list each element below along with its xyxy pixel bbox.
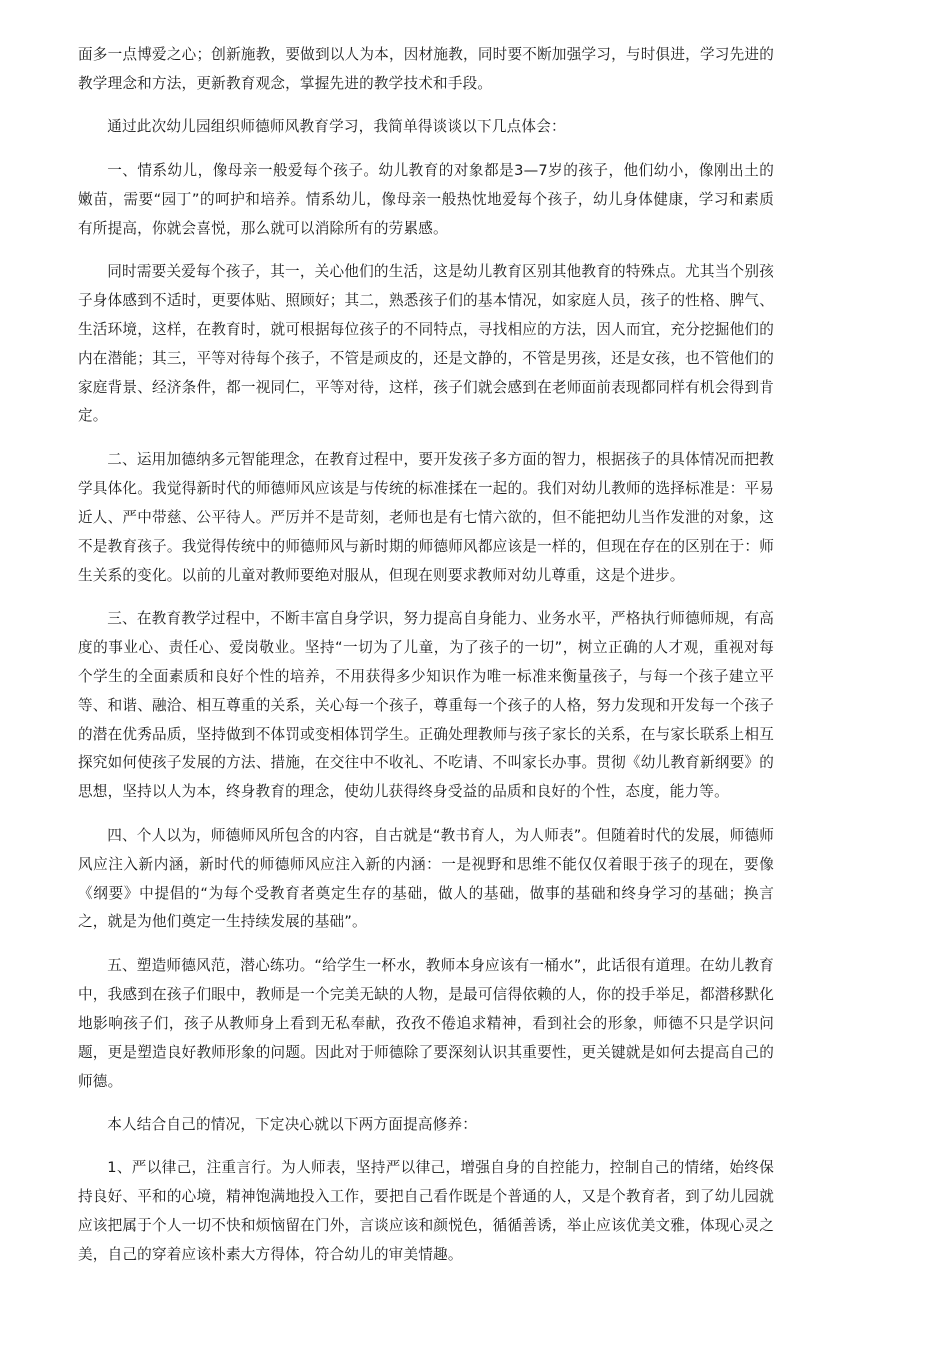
paragraph-intro: 通过此次幼儿园组织师德师风教育学习，我简单得谈谈以下几点体会： [107, 118, 566, 136]
paragraph-point-2: 二、运用加德纳多元智能理念，在教育过程中，要开发孩子多方面的智力，根据孩子的具体情况而把教学具体化。我觉得新时代的师德师风应该是与传统的标准揉在一起的。我们对幼儿教师的选择标准是：平易近人、严中带慈、公平待人。严厉并不是苛刻，老师也是有七情六欲的，但不能把幼儿当作发泄的对象，这不是教育孩子。我觉得传统中的师德师风与新时期的师德师风都应该是一样的，但现在存在的区别在于：师生关系的变化。以前的儿童对教师要绝对服从，但现在则要求教师对幼儿尊重，这是个进步。 [78, 450, 774, 584]
paragraph-item-1: 1、严以律己，注重言行。为人师表，坚持严以律己，增强自身的自控能力，控制自己的情绪，始终保持良好、平和的心境，精神饱满地投入工作，要把自己看作既是个普通的人，又是个教育者，到了幼儿园就应该把属于个人一切不快和烦恼留在门外，言谈应该和颜悦色，循循善诱，举止应该优美文雅，体现心灵之美，自己的穿着应该朴素大方得体，符合幼儿的审美情趣。 [78, 1159, 774, 1264]
paragraph-point-3: 三、在教育教学过程中，不断丰富自身学识，努力提高自身能力、业务水平，严格执行师德师规，有高度的事业心、责任心、爱岗敬业。坚持“一切为了儿童，为了孩子的一切”，树立正确的人才观，重视对每个学生的全面素质和良好个性的培养，不用获得多少知识作为唯一标准来衡量孩子，与每一个孩子建立平等、和谐、融洽、相互尊重的关系，关心每一个孩子，尊重每一个孩子的人格，努力发现和开发每一个孩子的潜在优秀品质，坚持做到不体罚或变相体罚学生。正确处理教师与孩子家长的关系，在与家长联系上相互探究如何使孩子发展的方法、措施，在交往中不收礼、不吃请、不叫家长办事。贯彻《幼儿教育新纲要》的思想，坚持以人为本，终身教育的理念，使幼儿获得终身受益的品质和良好的个性，态度，能力等。 [78, 609, 774, 801]
paragraph-care: 同时需要关爱每个孩子，其一，关心他们的生活，这是幼儿教育区别其他教育的特殊点。尤其当个别孩子身体感到不适时，更要体贴、照顾好；其二，熟悉孩子们的基本情况，如家庭人员，孩子的性格、脾气、生活环境，这样，在教育时，就可根据每位孩子的不同特点，寻找相应的方法，因人而宜，充分挖掘他们的内在潜能；其三，平等对待每个孩子，不管是顽皮的，还是文静的，不管是男孩，还是女孩，也不管他们的家庭背景、经济条件，都一视同仁，平等对待，这样，孩子们就会感到在老师面前表现都同样有机会得到肯定。 [78, 262, 774, 425]
paragraph-continuation: 面多一点博爱之心；创新施教，要做到以人为本，因材施教，同时要不断加强学习，与时俱进，学习先进的教学理念和方法，更新教育观念，掌握先进的教学技术和手段。 [78, 46, 774, 92]
paragraph-point-1: 一、情系幼儿，像母亲一般爱每个孩子。幼儿教育的对象都是3—7岁的孩子，他们幼小，像刚出土的嫩苗，需要“园丁”的呵护和培养。情系幼儿，像母亲一般热忱地爱每个孩子，幼儿身体健康，学习和素质有所提高，你就会喜悦，那么就可以消除所有的劳累感。 [78, 161, 774, 237]
document-body [78, 41, 774, 1284]
paragraph-resolution: 本人结合自己的情况，下定决心就以下两方面提高修养： [107, 1115, 478, 1133]
paragraph-point-4: 四、个人以为，师德师风所包含的内容，自古就是“教书育人，为人师表”。但随着时代的发展，师德师风应注入新内涵，新时代的师德师风应注入新的内涵：一是视野和思维不能仅仅着眼于孩子的现在，要像《纲要》中提倡的“为每个受教育者奠定生存的基础，做人的基础，做事的基础和终身学习的基础；换言之，就是为他们奠定一生持续发展的基础”。 [78, 826, 774, 931]
paragraph-point-5: 五、塑造师德风范，潜心练功。“给学生一杯水，教师本身应该有一桶水”，此话很有道理。在幼儿教育中，我感到在孩子们眼中，教师是一个完美无缺的人物，是最可信得依赖的人，你的投手举足，都潜移默化地影响孩子们，孩子从教师身上看到无私奉献，孜孜不倦追求精神，看到社会的形象，师德不只是学识问题，更是塑造良好教师形象的问题。因此对于师德除了要深刻认识其重要性，更关键就是如何去提高自己的师德。 [78, 956, 774, 1090]
